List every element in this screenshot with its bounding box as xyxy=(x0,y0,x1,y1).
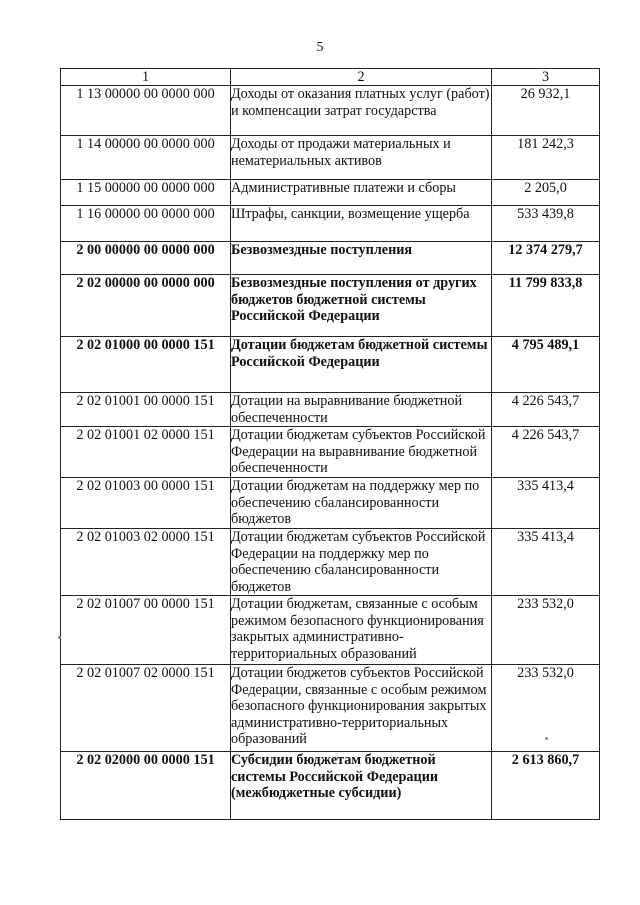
table-row xyxy=(61,180,600,206)
budget-table xyxy=(60,68,600,820)
table-row xyxy=(61,393,600,427)
row-code: 2 02 01003 00 0000 151 xyxy=(61,478,231,529)
table-row xyxy=(61,665,600,752)
row-name: Субсидии бюджетам бюджетной системы Российской Федерации (межбюджетные субсидии) xyxy=(231,752,492,820)
row-name: Дотации бюджетам на поддержку мер по обеспечению сбалансированности бюджетов xyxy=(231,478,492,529)
row-name: Штрафы, санкции, возмещение ущерба xyxy=(231,206,492,242)
table-row xyxy=(61,206,600,242)
row-name: Административные платежи и сборы xyxy=(231,180,492,206)
row-code: 1 13 00000 00 0000 000 xyxy=(61,86,231,136)
row-name: Дотации бюджетам субъектов Российской Федерации на поддержку мер по обеспечению сбалансированности бюджетов xyxy=(231,529,492,596)
row-name: Безвозмездные поступления xyxy=(231,242,492,275)
table-row xyxy=(61,86,600,136)
row-amount: 533 439,8 xyxy=(492,206,600,242)
row-amount: 4 226 543,7 xyxy=(492,393,600,427)
table-row xyxy=(61,275,600,337)
row-code: 2 02 01007 00 0000 151 xyxy=(61,596,231,665)
row-code: 2 02 00000 00 0000 000 xyxy=(61,275,231,337)
row-code: 2 02 01001 02 0000 151 xyxy=(61,427,231,478)
row-code: 2 02 01000 00 0000 151 xyxy=(61,337,231,393)
row-code: 2 02 01003 02 0000 151 xyxy=(61,529,231,596)
table-row xyxy=(61,752,600,820)
table-row xyxy=(61,427,600,478)
row-code: 1 15 00000 00 0000 000 xyxy=(61,180,231,206)
column-header-amount: 3 xyxy=(492,69,600,86)
row-name: Дотации бюджетам бюджетной системы Российской Федерации xyxy=(231,337,492,393)
table-row xyxy=(61,478,600,529)
table-row xyxy=(61,529,600,596)
row-name: Доходы от оказания платных услуг (работ) и компенсации затрат государства xyxy=(231,86,492,136)
row-name: Дотации бюджетов субъектов Российской Федерации, связанные с особым режимом безопасного функционирования закрытых административно-территориальных образований xyxy=(231,665,492,752)
row-amount: 11 799 833,8 xyxy=(492,275,600,337)
row-amount: 26 932,1 xyxy=(492,86,600,136)
row-amount: 233 532,0 xyxy=(492,596,600,665)
column-header-name: 2 xyxy=(231,69,492,86)
table-row xyxy=(61,337,600,393)
table-row xyxy=(61,136,600,180)
row-code: 2 02 01007 02 0000 151 xyxy=(61,665,231,752)
column-header-code: 1 xyxy=(61,69,231,86)
row-code: 2 02 02000 00 0000 151 xyxy=(61,752,231,820)
row-name: Доходы от продажи материальных и нематериальных активов xyxy=(231,136,492,180)
scan-speck xyxy=(58,636,61,639)
row-amount: 233 532,0 xyxy=(492,665,600,752)
row-amount: 335 413,4 xyxy=(492,478,600,529)
row-code: 1 16 00000 00 0000 000 xyxy=(61,206,231,242)
row-name: Дотации бюджетам субъектов Российской Федерации на выравнивание бюджетной обеспеченности xyxy=(231,427,492,478)
row-code: 2 02 01001 00 0000 151 xyxy=(61,393,231,427)
row-amount: 4 226 543,7 xyxy=(492,427,600,478)
table-row xyxy=(61,596,600,665)
row-name: Безвозмездные поступления от других бюджетов бюджетной системы Российской Федерации xyxy=(231,275,492,337)
table-header-row xyxy=(61,69,600,86)
row-amount: 335 413,4 xyxy=(492,529,600,596)
scan-speck xyxy=(545,737,548,740)
row-name: Дотации на выравнивание бюджетной обеспеченности xyxy=(231,393,492,427)
row-code: 1 14 00000 00 0000 000 xyxy=(61,136,231,180)
page-number: 5 xyxy=(316,40,324,55)
row-amount: 2 613 860,7 xyxy=(492,752,600,820)
row-amount: 2 205,0 xyxy=(492,180,600,206)
row-amount: 4 795 489,1 xyxy=(492,337,600,393)
row-amount: 181 242,3 xyxy=(492,136,600,180)
table-row xyxy=(61,242,600,275)
row-name: Дотации бюджетам, связанные с особым режимом безопасного функционирования закрытых административно-территориальных образований xyxy=(231,596,492,665)
row-amount: 12 374 279,7 xyxy=(492,242,600,275)
row-code: 2 00 00000 00 0000 000 xyxy=(61,242,231,275)
